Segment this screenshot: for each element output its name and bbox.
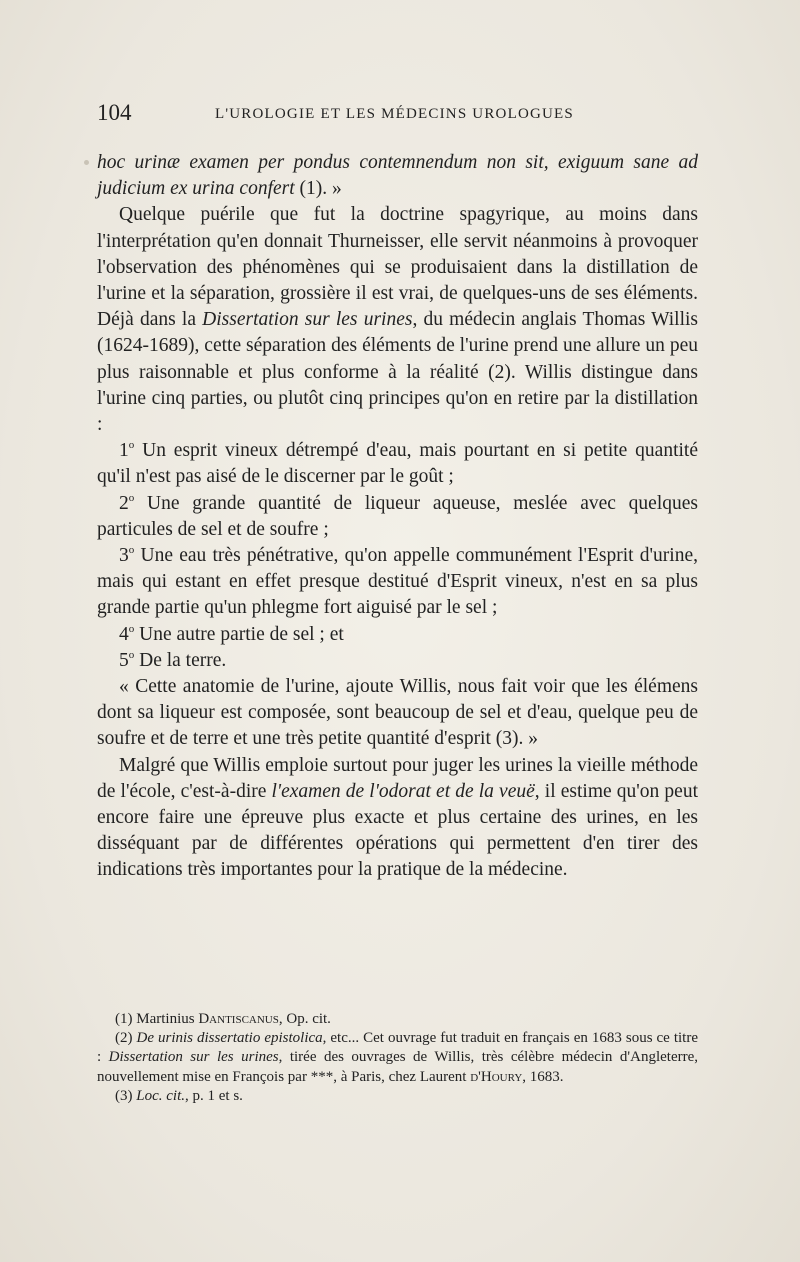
text-run: , Op. cit.: [278, 1011, 331, 1027]
work-title: Dissertation sur les urines: [202, 309, 413, 331]
list-item: [97, 648, 698, 674]
list-item: [97, 543, 698, 622]
page-number: 104: [97, 100, 132, 125]
list-item: [97, 622, 698, 648]
ordinal-mark: o: [128, 544, 135, 557]
item-text: Une autre partie de sel ; et: [134, 623, 344, 645]
paragraph-anatomy-quote: « Cette anatomie de l'urine, ajoute Willis, nous fait voir que les élémens dont sa liqueur est composée, sont beaucoup de sel et d'eau, quelque peu de soufre et de terre et une très petite quantité d'esprit (3). »: [97, 676, 698, 750]
work-title: De urinis dissertatio epistolica: [136, 1030, 323, 1047]
paragraph-spagyric: [97, 202, 698, 438]
main-text: [97, 150, 698, 884]
footnote-number: (3): [115, 1087, 137, 1104]
list-item: [97, 438, 698, 490]
text-run: Quelque puérile que fut la doctrine spagyrique, au moins dans l'interprétation qu'en donnait Thurneisser, elle servit néanmoins à provoquer l'observation des phénomènes qui se produisaient dans la distillation de l'urine et la séparation, grossière il est vrai, de quelques-uns de ses éléments. Déjà dans la: [97, 204, 698, 331]
item-number: 2: [119, 492, 129, 514]
author-name: Dantiscanus: [198, 1011, 279, 1027]
paragraph-willis-method: [97, 753, 698, 884]
item-number: 3: [119, 545, 129, 567]
text-run: Martinius: [136, 1011, 199, 1027]
item-number: 5: [119, 649, 129, 671]
ordinal-mark: o: [128, 648, 135, 661]
item-number: 1: [119, 440, 129, 462]
work-title: Dissertation sur les urines: [108, 1049, 279, 1066]
text-run: , 1683.: [522, 1068, 564, 1085]
paragraph-latin-quote: [97, 150, 698, 202]
footnote-number: (2): [115, 1030, 137, 1047]
running-title: L'UROLOGIE ET LES MÉDECINS UROLOGUES: [215, 106, 574, 122]
text-run: , p. 1 et s.: [185, 1087, 243, 1104]
list-item: [97, 491, 698, 543]
text-run: , il estime qu'on peut encore faire une épreuve plus exacte et plus certaine des urines, en les disséquant par de différentes opérations qui permettent d'en tirer des indications très importantes pour la pratique de la médecine.: [97, 780, 698, 881]
latin-quote: hoc urinæ examen per pondus contemnendum non sit, exiguum sane ad judicium ex urina confert: [97, 152, 698, 200]
ordinal-mark: o: [128, 439, 135, 452]
text-run: , tirée des ouvrages de Willis, très célèbre médecin d'Angleterre, nouvellement mise en François par ***, à Paris, chez Laurent: [97, 1049, 698, 1085]
item-number: 4: [119, 623, 129, 645]
footnotes: [97, 1010, 698, 1106]
ordinal-mark: o: [128, 491, 135, 504]
footnote-2: [97, 1029, 698, 1087]
footnote-3: [97, 1087, 698, 1106]
item-text: De la terre.: [134, 649, 227, 671]
text-run: , etc... Cet ouvrage fut traduit en français en 1683 sous ce titre :: [97, 1030, 698, 1066]
ordinal-mark: o: [128, 622, 135, 635]
page-header: [97, 100, 697, 130]
item-text: Un esprit vineux détrempé d'eau, mais pourtant en si petite quantité qu'il n'est pas aisé de le discerner par le goût ;: [97, 440, 698, 488]
footnote-1: [97, 1010, 698, 1029]
publisher-name: d'Houry: [470, 1068, 523, 1085]
footnote-number: (1): [115, 1011, 137, 1027]
item-text: Une eau très pénétrative, qu'on appelle communément l'Esprit d'urine, mais qui estant en effet presque destitué d'Esprit vineux, n'est en sa plus grande partie qu'un phlegme fort aiguisé par le sel ;: [97, 545, 698, 619]
quote-reference: (1). »: [294, 178, 342, 200]
text-run: Malgré que Willis emploie surtout pour juger les urines la vieille méthode de l'école, c'est-à-dire: [97, 754, 698, 802]
item-text: Une grande quantité de liqueur aqueuse, meslée avec quelques particules de sel et de soufre ;: [97, 492, 698, 540]
citation: Loc. cit.: [136, 1087, 185, 1104]
paper-speck: [84, 160, 89, 165]
italic-phrase: l'examen de l'odorat et de la veuë: [271, 780, 535, 802]
text-run: , du médecin anglais Thomas Willis (1624-1689), cette séparation des éléments de l'urine prend une allure un peu plus raisonnable et plus conforme à la réalité (2). Willis distingue dans l'urine cinq parties, ou plutôt cinq principes qu'on en retire par la distillation :: [97, 309, 698, 436]
